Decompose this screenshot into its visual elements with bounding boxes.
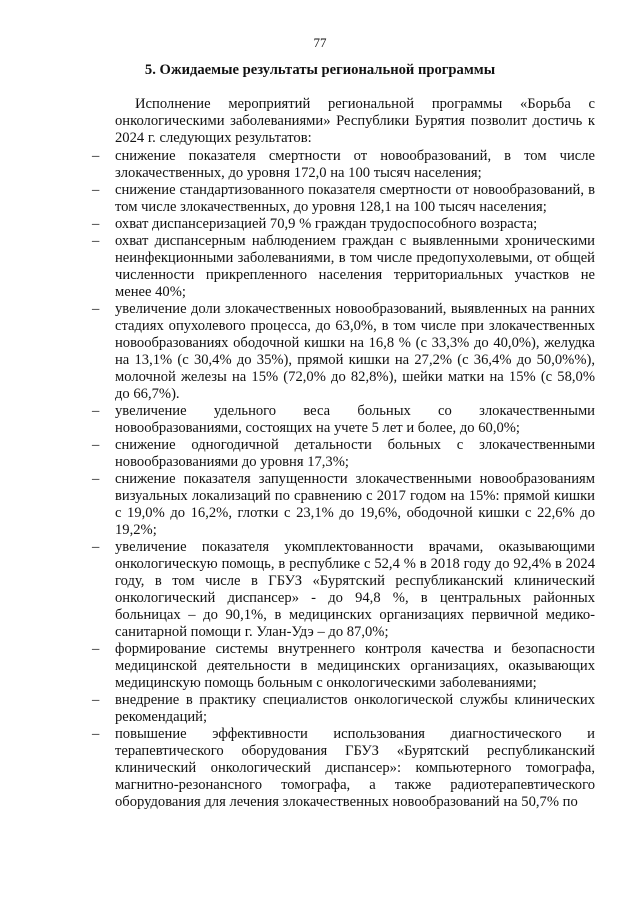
list-item xyxy=(0,301,640,403)
section-heading: 5. Ожидаемые результаты региональной программы xyxy=(144,62,496,78)
list-item-text: увеличение доли злокачественных новообразований, выявленных на ранних стадиях опухолевого процесса, до 63,0%, в том числе при злокачественных новообразованиях ободочной кишки на 16,8 % (с 33,3% до 40,0%), желудка на 13,1% (с 30,4% до 35%), прямой кишки на 27,2% (с 36,4% до 50,0%%), молочной железы на 15% (72,0% до 82,8%), шейки матки на 15% (с 58,0% до 66,7%). xyxy=(115,301,595,402)
list-item xyxy=(0,233,640,301)
page-number: 77 xyxy=(313,35,327,50)
list-item-text: охват диспансерным наблюдением граждан с выявленными хроническими неинфекционными заболеваниями, в том числе предопухолевыми, от общей численности прикрепленного населения территориальных участков не менее 40%; xyxy=(115,233,595,300)
intro-paragraph: Исполнение мероприятий региональной программы «Борьба с онкологическими заболеваниями» Республики Бурятия позволит достичь к 2024 г. следующих результатов: xyxy=(115,96,595,146)
dash-bullet: – xyxy=(92,182,100,198)
dash-bullet: – xyxy=(92,148,100,164)
list-item xyxy=(0,437,640,471)
list-item-text: внедрение в практику специалистов онкологической службы клинических рекомендаций; xyxy=(115,692,595,725)
list-item xyxy=(0,148,640,182)
dash-bullet: – xyxy=(92,726,100,742)
list-item xyxy=(0,692,640,726)
list-item-text: повышение эффективности использования диагностического и терапевтического оборудования ГБУЗ «Бурятский республиканский клинический онкологический диспансер»: компьютерного томографа, магнитно-резонансного томографа, а также радиотерапевтического оборудования для лечения злокачественных новообразований на 50,7% по xyxy=(115,726,595,810)
list-item xyxy=(0,182,640,216)
list-item-text: увеличение показателя укомплектованности врачами, оказывающими онкологическую помощь, в республике с 52,4 % в 2018 году до 92,4% в 2024 году, в том числе в ГБУЗ «Бурятский республиканский клинический онкологический диспансер» - до 94,8 %, в центральных районных больницах – до 90,1%, в медицинских организациях первичной медико-санитарной помощи г. Улан-Удэ – до 87,0%; xyxy=(115,539,595,640)
list-item-text: снижение показателя запущенности злокачественными новообразованиям визуальных локализаций по сравнению с 2017 годом на 15%: прямой кишки с 19,0% до 16,2%, глотки с 23,1% до 19,6%, ободочной кишки с 22,6% до 19,2%; xyxy=(115,471,595,538)
list-item xyxy=(0,216,640,233)
results-list xyxy=(0,148,640,811)
list-item-text: снижение показателя смертности от новообразований, в том числе злокачественных, до уровня 172,0 на 100 тысяч населения; xyxy=(115,148,595,181)
list-item xyxy=(0,403,640,437)
dash-bullet: – xyxy=(92,692,100,708)
dash-bullet: – xyxy=(92,539,100,555)
dash-bullet: – xyxy=(92,403,100,419)
dash-bullet: – xyxy=(92,471,100,487)
dash-bullet: – xyxy=(92,301,100,317)
list-item xyxy=(0,641,640,692)
list-item xyxy=(0,539,640,641)
dash-bullet: – xyxy=(92,233,100,249)
list-item-text: увеличение удельного веса больных со злокачественными новообразованиями, состоящих на учете 5 лет и более, до 60,0%; xyxy=(115,403,595,436)
list-item-text: охват диспансеризацией 70,9 % граждан трудоспособного возраста; xyxy=(115,216,538,232)
list-item-text: снижение одногодичной детальности больных с злокачественными новообразованиями до уровня 17,3%; xyxy=(115,437,595,470)
list-item-text: снижение стандартизованного показателя смертности от новообразований, в том числе злокачественных, до уровня 128,1 на 100 тысяч населения; xyxy=(115,182,595,215)
dash-bullet: – xyxy=(92,437,100,453)
dash-bullet: – xyxy=(92,641,100,657)
dash-bullet: – xyxy=(92,216,100,232)
list-item-text: формирование системы внутреннего контроля качества и безопасности медицинской деятельности в медицинских организациях, оказывающих медицинскую помощь больным с онкологическими заболеваниями; xyxy=(115,641,595,691)
list-item xyxy=(0,471,640,539)
list-item xyxy=(0,726,640,811)
